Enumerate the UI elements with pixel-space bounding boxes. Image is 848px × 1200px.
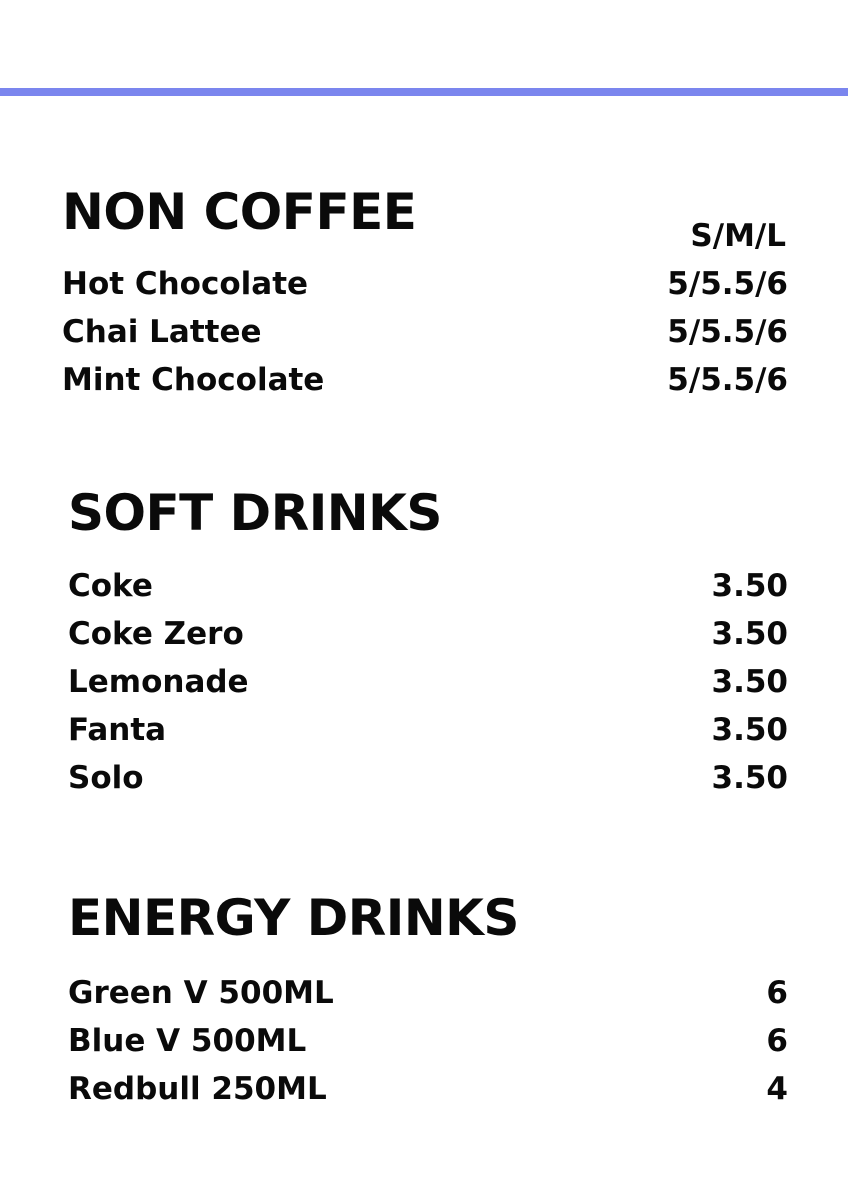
menu-item xyxy=(68,658,788,706)
section-title-non-coffee: NON COFFEE xyxy=(62,183,417,241)
menu-item xyxy=(62,260,788,308)
menu-list-soft-drinks xyxy=(68,562,788,802)
item-name: Mint Chocolate xyxy=(62,362,325,398)
item-price: 3.50 xyxy=(711,664,788,700)
item-price: 6 xyxy=(766,975,788,1011)
item-price: 3.50 xyxy=(711,712,788,748)
section-title-soft-drinks: SOFT DRINKS xyxy=(68,484,442,542)
item-name: Lemonade xyxy=(68,664,249,700)
menu-item xyxy=(68,706,788,754)
menu-item xyxy=(62,308,788,356)
item-price: 3.50 xyxy=(711,568,788,604)
item-name: Blue V 500ML xyxy=(68,1023,307,1059)
size-header: S/M/L xyxy=(690,218,786,254)
item-price: 3.50 xyxy=(711,760,788,796)
menu-item xyxy=(68,610,788,658)
item-name: Fanta xyxy=(68,712,167,748)
item-name: Coke xyxy=(68,568,153,604)
item-price: 4 xyxy=(766,1071,788,1107)
item-price: 6 xyxy=(766,1023,788,1059)
item-name: Solo xyxy=(68,760,144,796)
top-accent-bar xyxy=(0,88,848,96)
menu-list-non-coffee xyxy=(62,260,788,404)
section-title-energy-drinks: ENERGY DRINKS xyxy=(68,889,519,947)
menu-item xyxy=(68,1065,788,1113)
item-name: Hot Chocolate xyxy=(62,266,309,302)
menu-item xyxy=(68,562,788,610)
menu-item xyxy=(68,1017,788,1065)
item-price: 5/5.5/6 xyxy=(667,362,788,398)
item-name: Redbull 250ML xyxy=(68,1071,327,1107)
menu-item xyxy=(68,754,788,802)
menu-item xyxy=(68,969,788,1017)
menu-list-energy-drinks xyxy=(68,969,788,1113)
item-name: Green V 500ML xyxy=(68,975,334,1011)
item-price: 5/5.5/6 xyxy=(667,314,788,350)
item-name: Coke Zero xyxy=(68,616,244,652)
item-name: Chai Lattee xyxy=(62,314,262,350)
menu-item xyxy=(62,356,788,404)
item-price: 5/5.5/6 xyxy=(667,266,788,302)
item-price: 3.50 xyxy=(711,616,788,652)
